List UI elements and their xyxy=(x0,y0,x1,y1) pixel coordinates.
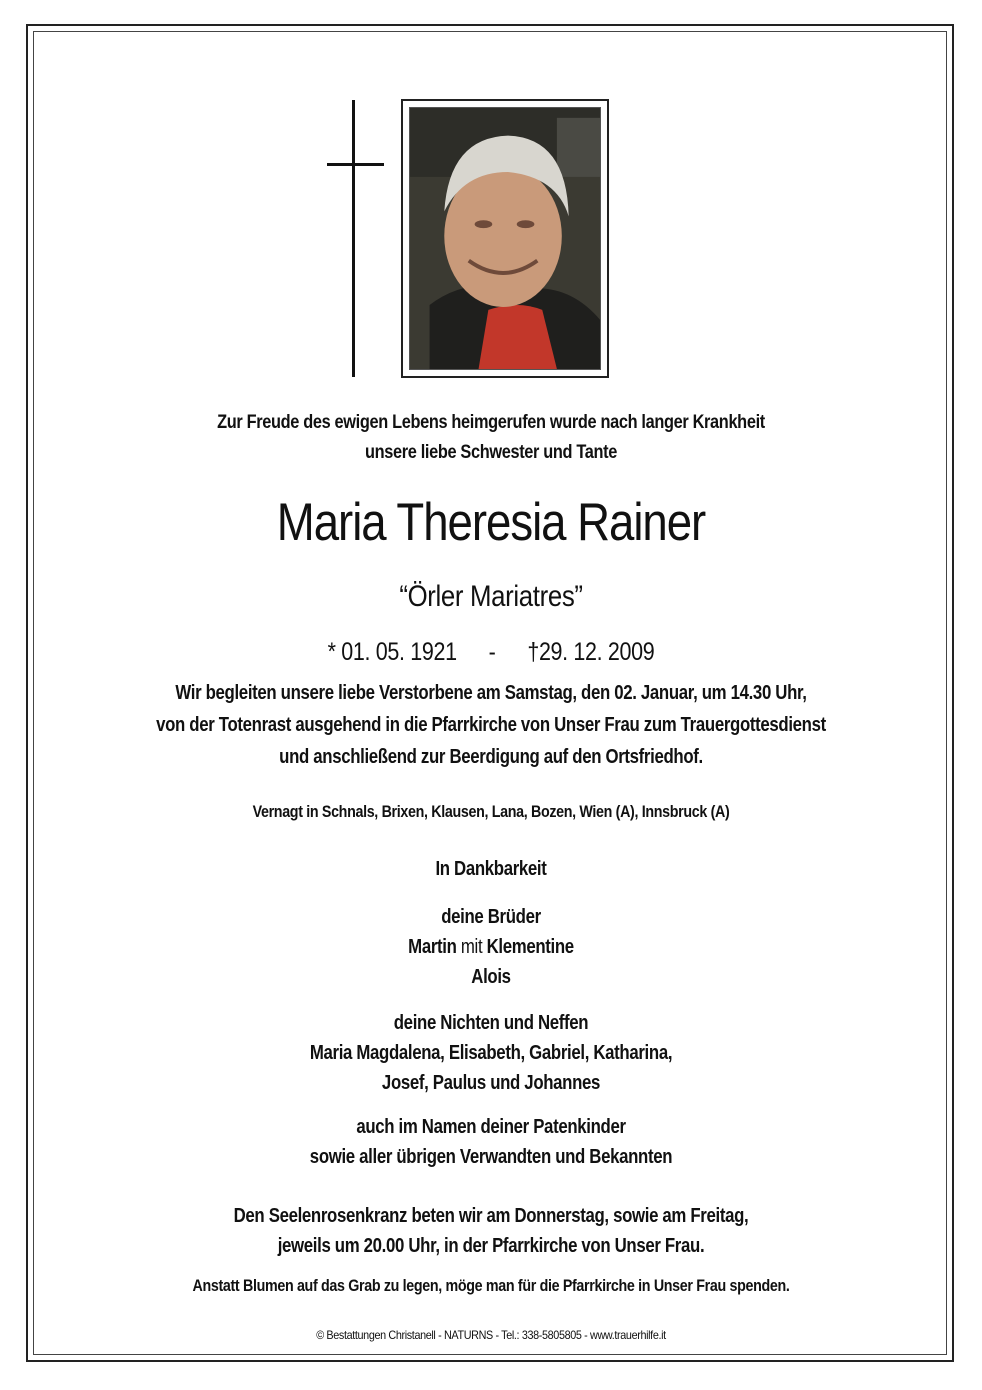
godchildren-line-1: auch im Namen deiner Patenkinder xyxy=(356,1116,626,1138)
death-date: †29. 12. 2009 xyxy=(527,638,655,666)
portrait-frame xyxy=(401,99,609,378)
funeral-line-3: und anschließend zur Beerdigung auf den Ortsfriedhof. xyxy=(279,746,703,768)
cross-icon-bar xyxy=(327,163,384,166)
rosary-line-1: Den Seelenrosenkranz beten wir am Donnerstag, sowie am Freitag, xyxy=(233,1205,749,1227)
life-dates xyxy=(69,638,914,667)
deceased-name: Maria Theresia Rainer xyxy=(276,493,706,552)
mit-word: mit xyxy=(460,936,483,958)
footer-credit: © Bestattungen Christanell - NATURNS - Tel.: 338-5805805 - www.trauerhilfe.it xyxy=(316,1328,666,1342)
date-separator: - xyxy=(488,638,496,666)
nickname: “Örler Mariatres” xyxy=(399,580,583,613)
cross-icon xyxy=(352,100,355,377)
brother-spouse: Klementine xyxy=(482,936,574,958)
godchildren-line-2: sowie aller übrigen Verwandten und Bekannten xyxy=(309,1146,673,1168)
brothers-line-2: Alois xyxy=(471,966,511,988)
gratitude: In Dankbarkeit xyxy=(435,858,547,880)
flowers-note: Anstatt Blumen auf das Grab zu legen, möge man für die Pfarrkirche in Unser Frau spenden. xyxy=(192,1276,790,1295)
intro-line-1: Zur Freude des ewigen Lebens heimgerufen wurde nach langer Krankheit xyxy=(217,412,765,433)
intro-line-2: unsere liebe Schwester und Tante xyxy=(364,442,618,463)
brothers-line-1 xyxy=(79,936,904,959)
funeral-line-2: von der Totenrast ausgehend in die Pfarrkirche von Unser Frau zum Trauergottesdienst xyxy=(156,714,826,736)
funeral-line-1: Wir begleiten unsere liebe Verstorbene am Samstag, den 02. Januar, um 14.30 Uhr, xyxy=(175,682,807,704)
nieces-heading: deine Nichten und Neffen xyxy=(393,1012,589,1034)
rosary-line-2: jeweils um 20.00 Uhr, in der Pfarrkirche von Unser Frau. xyxy=(277,1235,705,1257)
nieces-line-2: Josef, Paulus und Johannes xyxy=(381,1072,601,1094)
portrait-photo xyxy=(409,107,601,370)
brother-name: Martin xyxy=(408,936,461,958)
birth-date: * 01. 05. 1921 xyxy=(327,638,457,666)
brothers-heading: deine Brüder xyxy=(441,906,541,928)
scattered-places: Vernagt in Schnals, Brixen, Klausen, Lana, Bozen, Wien (A), Innsbruck (A) xyxy=(252,802,730,821)
nieces-line-1: Maria Magdalena, Elisabeth, Gabriel, Katharina, xyxy=(309,1042,673,1064)
